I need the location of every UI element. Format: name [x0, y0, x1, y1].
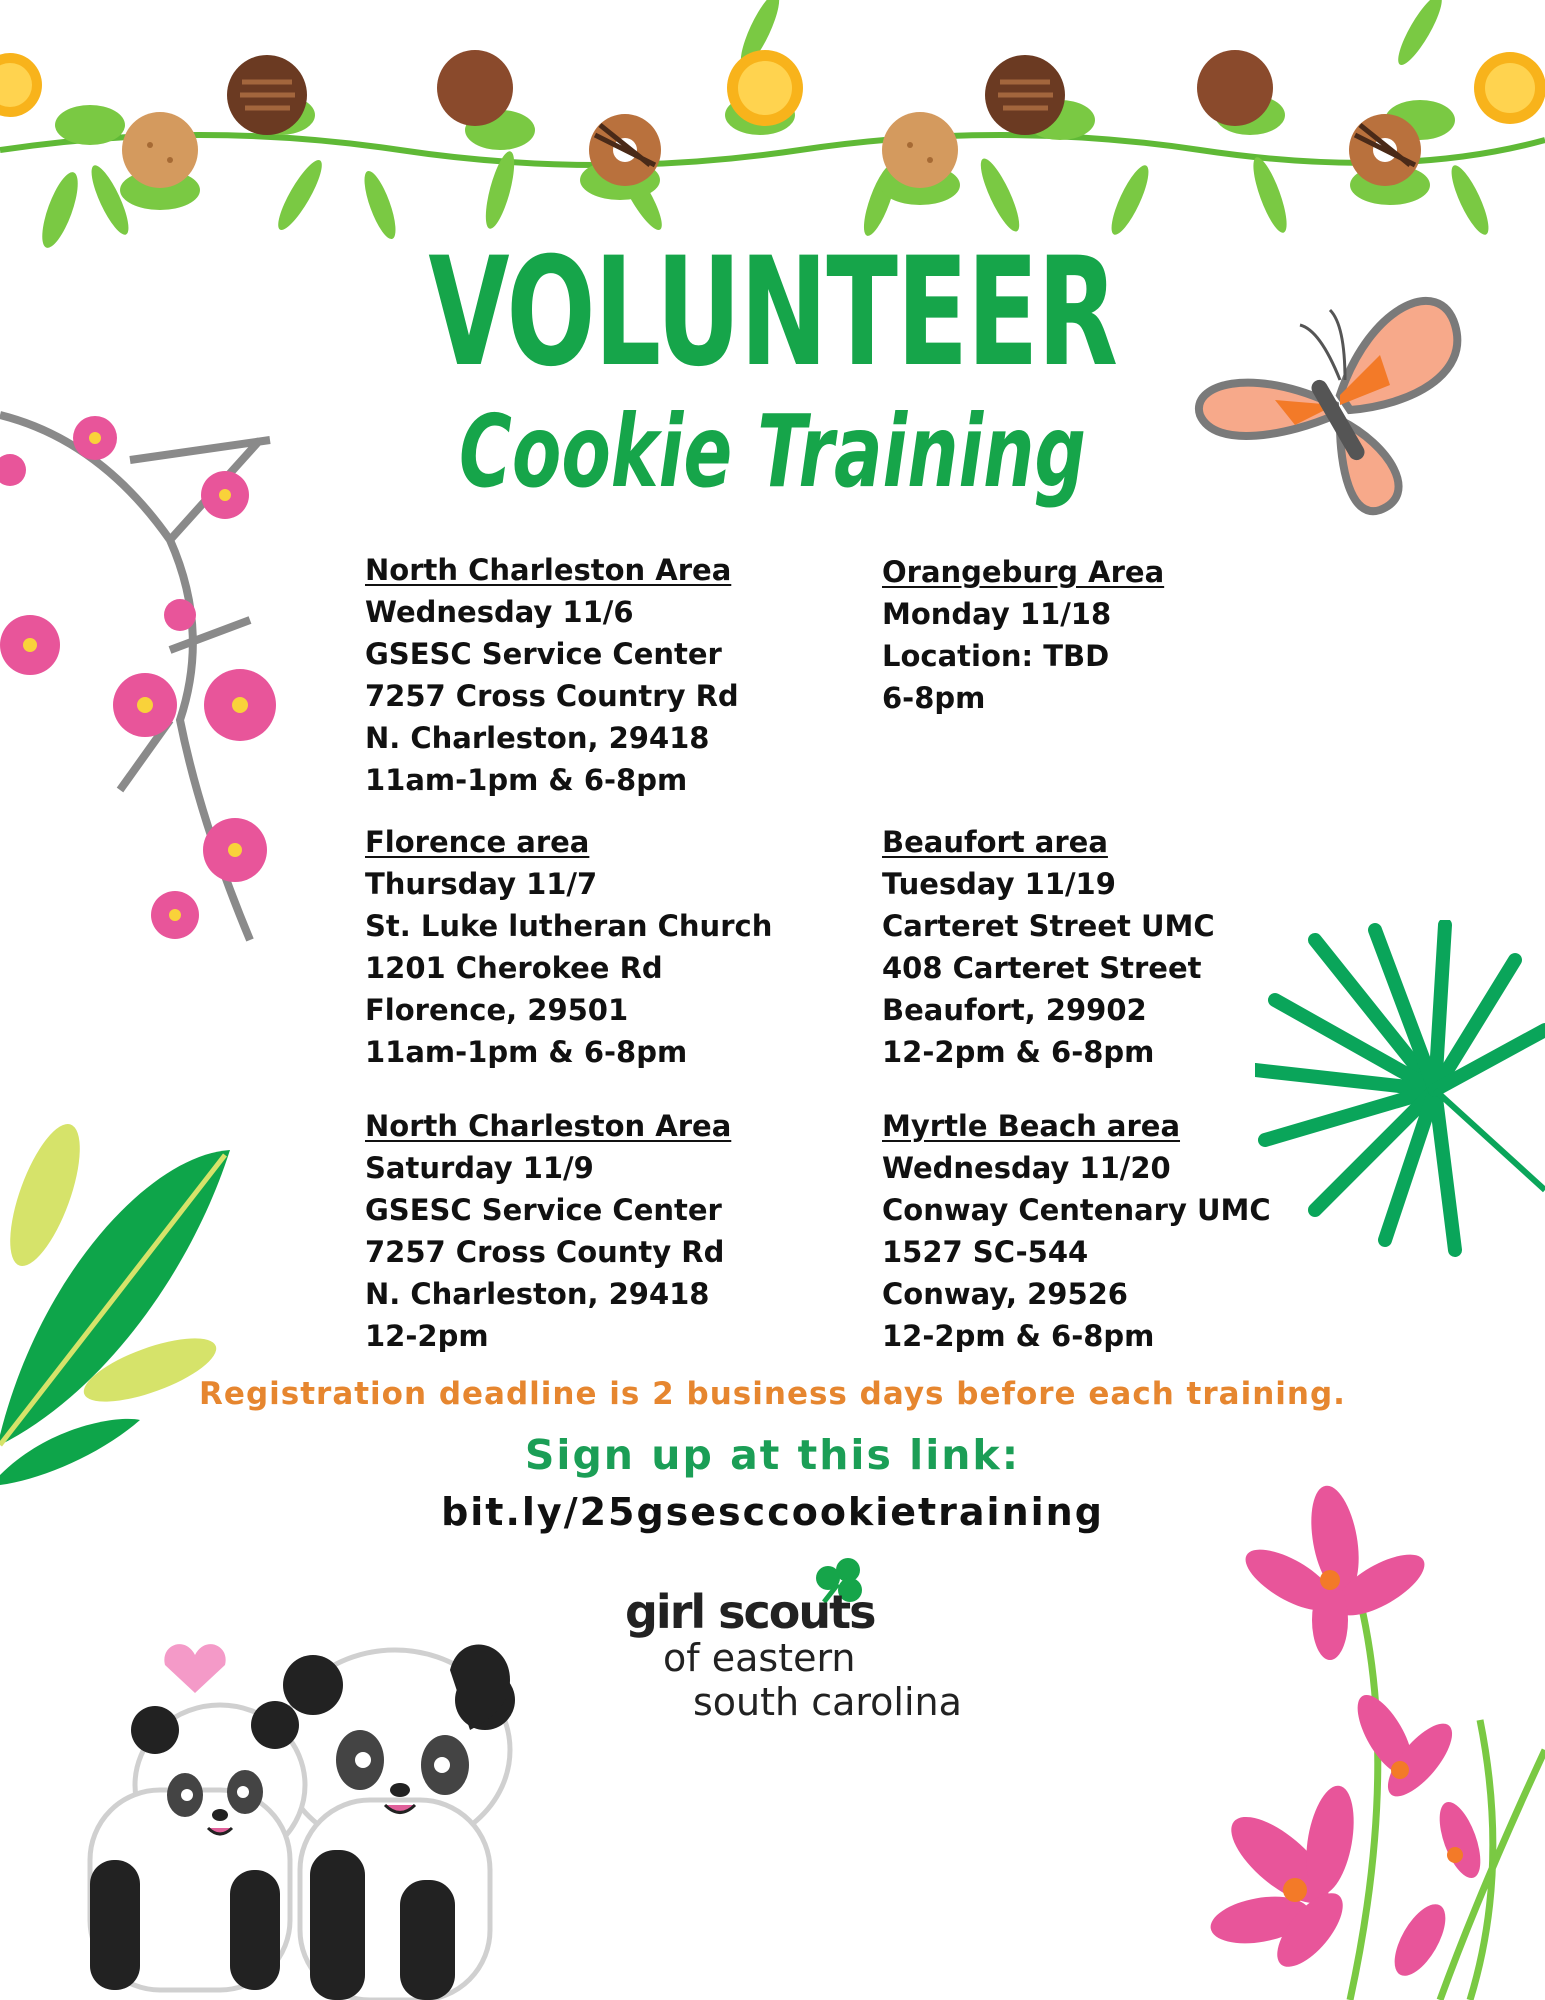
leaves-illustration	[0, 1115, 240, 1485]
session-north-charleston-wed	[365, 549, 885, 801]
session-area: Florence area	[365, 825, 590, 859]
session-address: 1527 SC-544	[882, 1235, 1089, 1269]
session-day: Wednesday 11/20	[882, 1151, 1171, 1185]
page-subtitle: Cookie Training	[459, 393, 1086, 510]
session-area: Orangeburg Area	[882, 555, 1165, 589]
logo-subtext-1: of eastern	[663, 1636, 856, 1680]
session-venue: Carteret Street UMC	[882, 909, 1215, 943]
session-day: Saturday 11/9	[365, 1151, 594, 1185]
session-florence	[365, 821, 885, 1073]
session-day: Monday 11/18	[882, 597, 1112, 631]
session-city: N. Charleston, 29418	[365, 1277, 710, 1311]
session-time: 11am-1pm & 6-8pm	[365, 1035, 688, 1069]
session-venue: Location: TBD	[882, 639, 1110, 673]
session-area: North Charleston Area	[365, 553, 732, 587]
session-north-charleston-sat	[365, 1105, 885, 1357]
session-address: 7257 Cross County Rd	[365, 1235, 725, 1269]
session-time: 11am-1pm & 6-8pm	[365, 763, 688, 797]
cherry-blossom-illustration	[0, 400, 300, 970]
session-address: 7257 Cross Country Rd	[365, 679, 739, 713]
session-venue: Conway Centenary UMC	[882, 1193, 1271, 1227]
session-day: Thursday 11/7	[365, 867, 598, 901]
session-area: North Charleston Area	[365, 1109, 732, 1143]
session-address: 1201 Cherokee Rd	[365, 951, 663, 985]
signup-link[interactable]: bit.ly/25gsesccookietraining	[441, 1490, 1104, 1534]
session-area: Beaufort area	[882, 825, 1108, 859]
session-city: Florence, 29501	[365, 993, 629, 1027]
pandas-illustration	[70, 1630, 590, 2000]
logo-subtext-2: south carolina	[693, 1680, 962, 1724]
session-venue: St. Luke lutheran Church	[365, 909, 773, 943]
session-day: Wednesday 11/6	[365, 595, 634, 629]
session-time: 6-8pm	[882, 681, 986, 715]
butterfly-illustration	[1190, 285, 1470, 530]
session-myrtle-beach	[882, 1105, 1402, 1357]
session-time: 12-2pm & 6-8pm	[882, 1035, 1155, 1069]
session-orangeburg	[882, 551, 1402, 719]
session-day: Tuesday 11/19	[882, 867, 1116, 901]
session-city: Beaufort, 29902	[882, 993, 1147, 1027]
session-venue: GSESC Service Center	[365, 637, 722, 671]
session-city: Conway, 29526	[882, 1277, 1128, 1311]
session-time: 12-2pm & 6-8pm	[882, 1319, 1155, 1353]
cookie-garland-decoration	[0, 0, 1545, 260]
orchid-illustration	[1180, 1470, 1545, 2000]
session-area: Myrtle Beach area	[882, 1109, 1181, 1143]
session-beaufort	[882, 821, 1402, 1073]
logo-text: girl scouts	[625, 1585, 875, 1639]
session-time: 12-2pm	[365, 1319, 489, 1353]
session-city: N. Charleston, 29418	[365, 721, 710, 755]
registration-deadline: Registration deadline is 2 business days before each training.	[199, 1376, 1346, 1412]
page-title: VOLUNTEER	[428, 226, 1117, 400]
session-address: 408 Carteret Street	[882, 951, 1202, 985]
session-venue: GSESC Service Center	[365, 1193, 722, 1227]
signup-label: Sign up at this link:	[524, 1431, 1021, 1479]
